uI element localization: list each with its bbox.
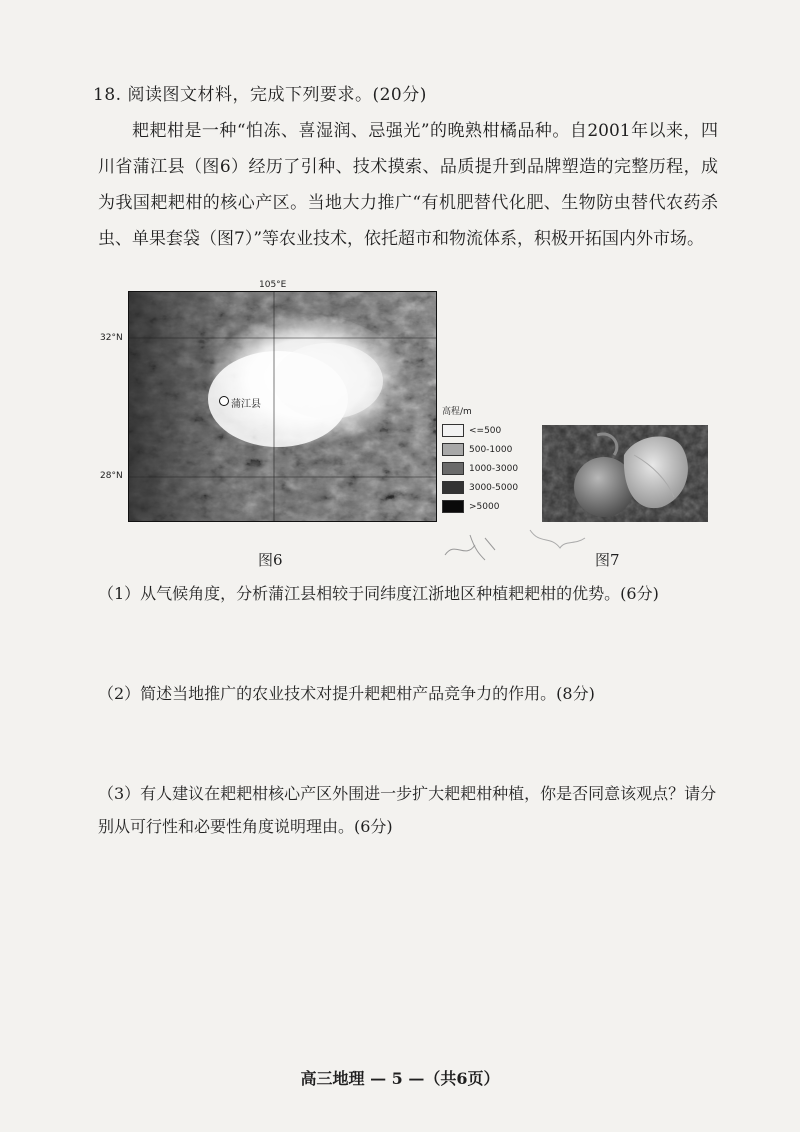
legend-label: >5000 [469,501,500,512]
question-title: 18. 阅读图文材料，完成下列要求。(20分) [93,85,427,105]
figure6-caption: 图6 [258,551,283,569]
legend-item [442,440,518,459]
figure7-caption: 图7 [595,551,620,569]
longitude-label: 105°E [259,280,287,290]
subquestion-2: （2）简述当地推广的农业技术对提升耙耙柑产品竞争力的作用。(8分) [98,684,595,703]
legend-swatch [442,424,464,437]
elevation-map [128,291,437,522]
elevation-map-image [128,291,437,522]
legend-item [442,478,518,497]
county-marker-icon [219,396,229,406]
page-footer: 高三地理 — 5 —（共6页） [300,1069,500,1088]
legend-label: 3000-5000 [469,482,519,493]
subquestion-3: （3）有人建议在耙耙柑核心产区外围进一步扩大耙耙柑种植，你是否同意该观点？请分别从可行性和必要性角度说明理由。(6分) [98,784,717,836]
legend-label: <=500 [469,425,502,436]
legend-title: 高程/m [442,407,472,417]
subquestion-1: （1）从气候角度，分析蒲江县相较于同纬度江浙地区种植耙耙柑的优势。(6分) [98,584,659,603]
legend-swatch [442,443,464,456]
legend-item [442,497,518,516]
legend-swatch [442,481,464,494]
legend-swatch [442,462,464,475]
legend-item [442,421,518,440]
county-label: 蒲江县 [231,399,261,410]
legend-label: 500-1000 [469,444,513,455]
question-paragraph: 耙耙柑是一种“怕冻、喜湿润、忌强光”的晚熟柑橘品种。自2001年以来，四川省蒲江县（图6）经历了引种、技术摸索、品质提升到品牌塑造的完整历程，成为我国耙耙柑的核心产区。当地大力推广“有机肥替代化肥、生物防虫替代农药杀虫、单果套袋（图7）”等农业技术，依托超市和物流体系，积极开拓国内外市场。 [98,121,718,249]
fruit-photo-image [542,425,708,522]
legend-item [442,459,518,478]
latitude-label-top: 32°N [100,333,123,343]
latitude-label-bottom: 28°N [100,471,123,481]
pencil-scribble [440,520,590,565]
elevation-legend [442,404,518,516]
bagged-fruit-photo [542,425,708,522]
legend-swatch [442,500,464,513]
legend-label: 1000-3000 [469,463,519,474]
